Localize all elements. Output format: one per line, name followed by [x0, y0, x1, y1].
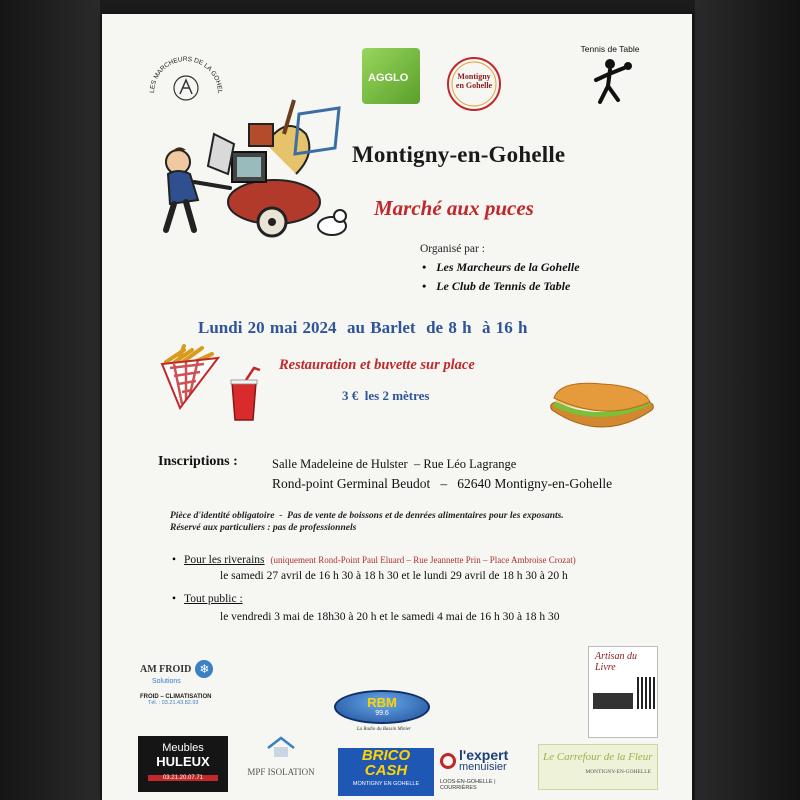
amfroid-line: FROID – CLIMATISATION: [140, 694, 212, 700]
inscriptions-address-1: Salle Madeleine de Hulster – Rue Léo Lagrange: [272, 457, 517, 471]
huleux-label: HULEUX: [156, 754, 210, 769]
rbm-name: RBM: [367, 695, 397, 710]
event-date: Lundi 20 mai 2024 au Barlet de 8 h à 16 h: [198, 318, 528, 337]
meubles-huleux-logo: [138, 736, 228, 792]
montigny-logo: [442, 54, 506, 114]
carrefour-fleur-logo: [538, 744, 658, 790]
amfroid-logo: [140, 660, 240, 718]
inscriptions-address-2: Rond-point Germinal Beudot – 62640 Montigny-en-Gohelle: [272, 476, 613, 491]
organiser-item: • Les Marcheurs de la Gohelle: [422, 260, 580, 275]
amfroid-name: AM FROID: [140, 663, 192, 675]
brico-label: BRICO: [361, 747, 411, 764]
poster-sheet: [102, 14, 692, 800]
notice-line-1: Pièce d'identité obligatoire - Pas de vente de boissons et de denrées alimentaires pour les exposants.: [170, 511, 564, 521]
poster-title: Montigny-en-Gohelle: [352, 142, 566, 167]
menuisier-label: menuisier: [459, 761, 507, 773]
rbm-tagline: La Radio du Bassin Minier: [356, 727, 412, 732]
agglo-logo: [362, 48, 420, 104]
sandwich-icon: [546, 380, 658, 432]
tennis-logo-label: Tennis de Table: [580, 44, 640, 54]
riverains-label: Pour les riverains: [184, 554, 265, 566]
poster-subtitle: Marché aux puces: [374, 196, 534, 220]
meubles-phone: 03.21.20.07.71: [148, 775, 218, 781]
mpf-isolation-logo: [236, 736, 326, 792]
notice-line-2: Réservé aux particuliers : pas de professionnels: [170, 523, 357, 533]
amfroid-sub: Solutions: [152, 678, 181, 685]
expert-sub: LOOS-EN-GOHELLE | COURRIÈRES: [440, 779, 496, 791]
rbm-logo: [334, 690, 434, 740]
amfroid-phone: Tél. : 03.21.43.82.93: [148, 700, 199, 706]
background-left: [0, 0, 100, 800]
carrefour-name: Le Carrefour de la Fleur: [543, 751, 653, 763]
organised-by-label: Organisé par :: [420, 243, 485, 255]
agglo-label: AGGLO: [368, 72, 409, 84]
ping-pong-player-icon: [580, 54, 640, 108]
price-text: 3 € les 2 mètres: [342, 388, 430, 403]
carrefour-sub: MONTIGNY-EN-GOHELLE: [585, 769, 651, 775]
background-right: [695, 0, 800, 800]
cash-label: CASH: [364, 762, 408, 779]
riverains-note: (uniquement Rond-Point Paul Eluard – Rue Jeannette Prin – Place Ambroise Crozat): [270, 555, 576, 565]
drink-cup-icon: [228, 366, 262, 424]
meubles-label: Meubles: [162, 742, 204, 754]
tennis-logo: [580, 44, 640, 110]
brico-cash-logo: [338, 748, 434, 796]
flea-market-illustration: [154, 94, 354, 244]
riverains-times: le samedi 27 avril de 16 h 30 à 18 h 30 et le lundi 29 avril de 18 h 30 à 20 h: [220, 570, 568, 582]
svg-text:LES MARCHEURS DE LA GOHELLE: LES MARCHEURS DE LA GOHEL: [148, 55, 224, 94]
public-label: Tout public :: [184, 593, 243, 605]
public-heading: • Tout public :: [172, 593, 243, 605]
snowflake-icon: ❄: [195, 660, 213, 678]
fries-icon: [156, 342, 222, 412]
expert-icon: [440, 753, 456, 769]
artisan-logo: [588, 646, 658, 738]
mpf-name: MPF ISOLATION: [247, 767, 315, 777]
expert-label: l'expert: [459, 747, 509, 763]
public-times: le vendredi 3 mai de 18h30 à 20 h et le samedi 4 mai de 16 h 30 à 18 h 30: [220, 611, 560, 623]
organiser-item: • Le Club de Tennis de Table: [422, 279, 580, 294]
brico-sub: MONTIGNY EN GOHELLE: [352, 781, 420, 787]
restauration-text: Restauration et buvette sur place: [279, 357, 475, 373]
rbm-frequency: 99.6: [375, 710, 389, 717]
montigny-logo-label: Montigny en Gohelle: [455, 72, 493, 90]
inscriptions-label: Inscriptions :: [158, 454, 238, 469]
artisan-name: Artisan du Livre: [595, 651, 637, 673]
house-icon: [266, 736, 296, 758]
expert-menuisier-logo: [440, 748, 532, 794]
riverains-heading: • Pour les riverains (uniquement Rond-Point Paul Eluard – Rue Jeannette Prin – Place Ambroise Crozat): [172, 554, 576, 566]
organisers-list: [422, 260, 580, 298]
